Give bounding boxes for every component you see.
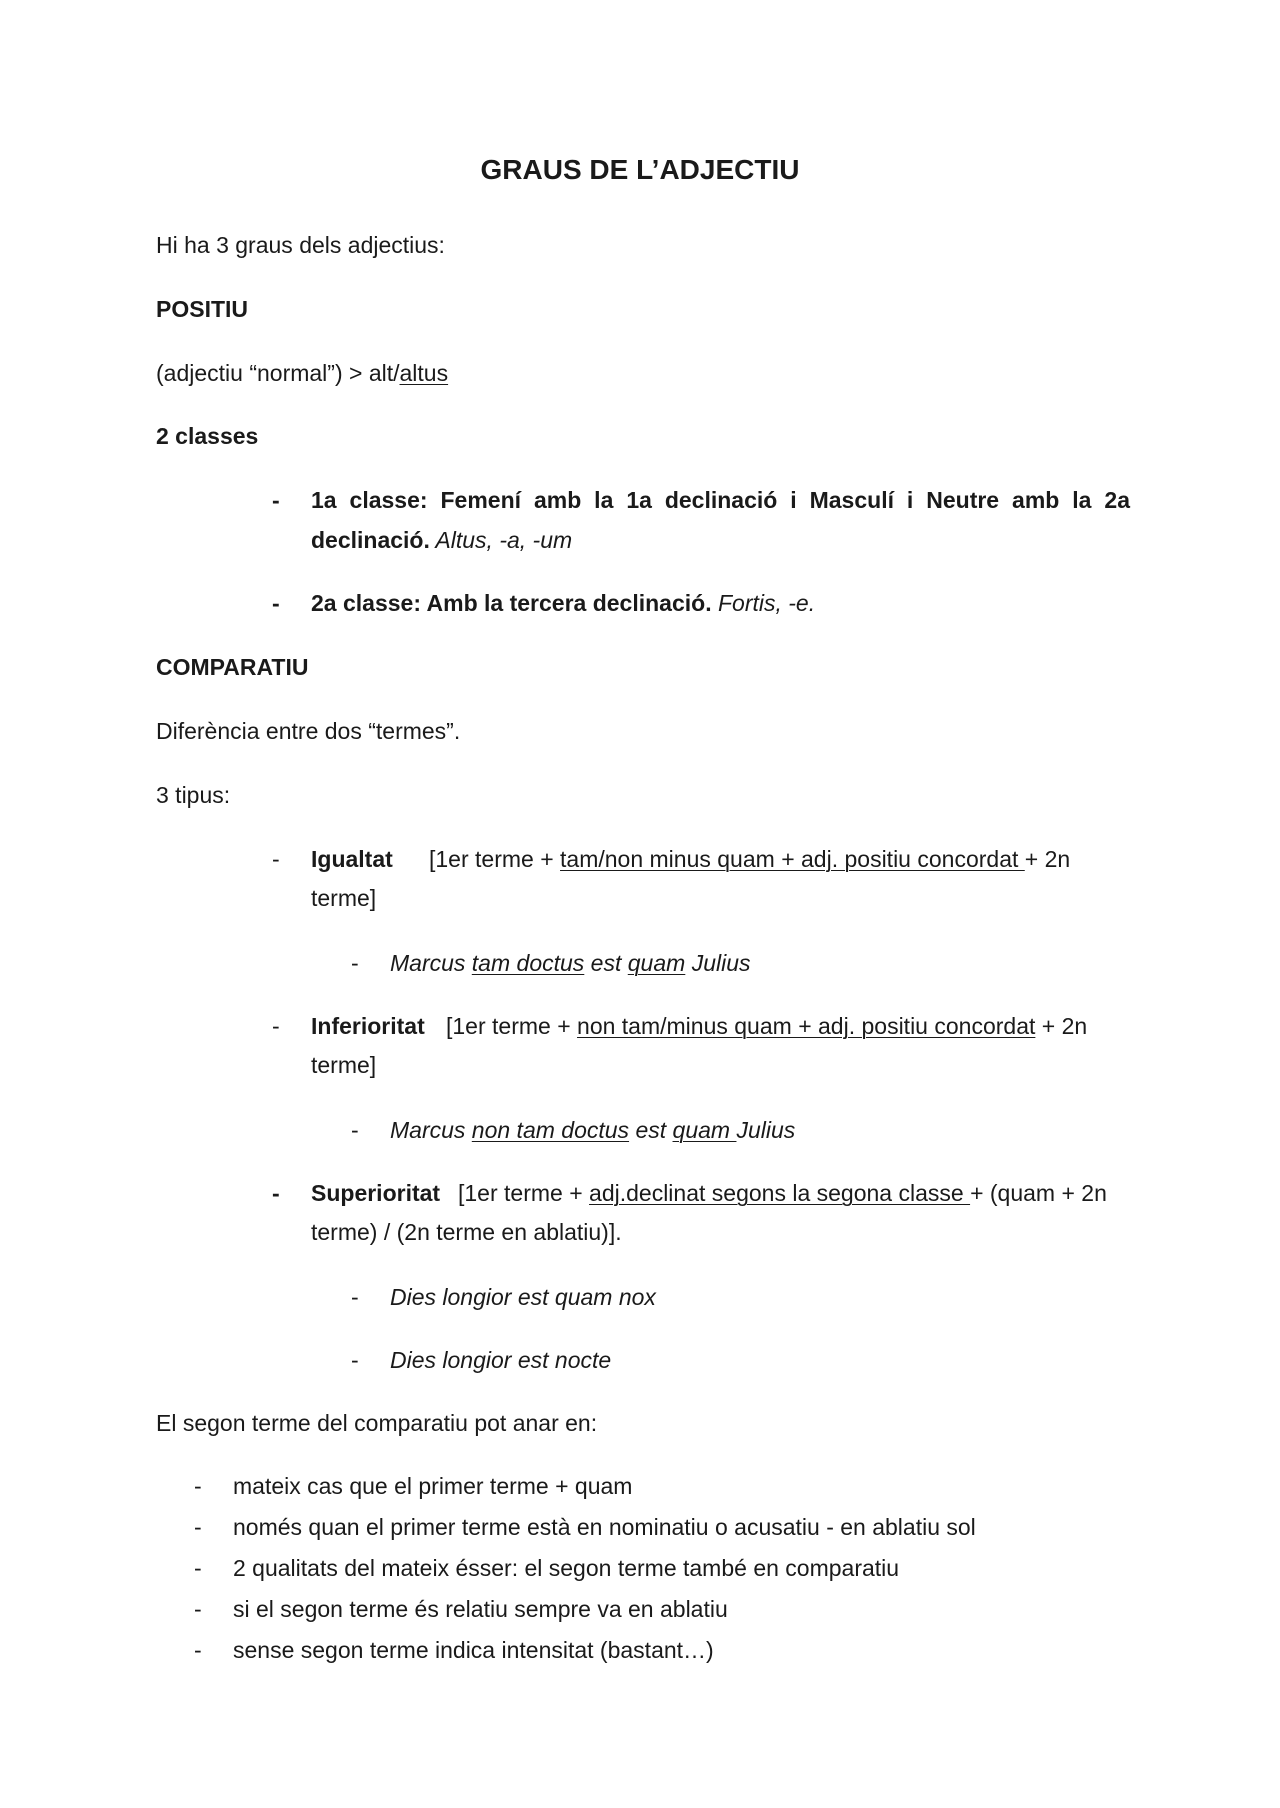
inferioritat-ex-subject: Marcus: [390, 1117, 472, 1143]
igualtat-name: Igualtat: [311, 846, 393, 872]
superioritat-name: Superioritat: [311, 1180, 441, 1206]
inferioritat-rule-start: [1er terme +: [446, 1013, 578, 1039]
igualtat-ex-object: Julius: [685, 950, 751, 976]
classes-label: 2 classes: [156, 423, 259, 449]
inferioritat-ex-object: Julius: [736, 1117, 796, 1143]
igualtat-dash: -: [272, 846, 280, 872]
igualtat-example-dash: -: [351, 950, 359, 976]
igualtat-rule-line2: terme]: [311, 885, 377, 911]
inferioritat-ex-quam: quam: [672, 1117, 737, 1143]
superioritat-rule-line1: [311, 1182, 1130, 1205]
igualtat-ex-subject: Marcus: [390, 950, 472, 976]
second-term-item: sense segon terme indica intensitat (bastant…): [233, 1637, 714, 1663]
superioritat-example1: Dies longior est quam nox: [390, 1284, 656, 1310]
class1-text-end: declinació.: [311, 527, 430, 553]
positiu-definition-text: (adjectiu “normal”) > alt/: [156, 360, 400, 386]
intro-text: Hi ha 3 graus dels adjectius:: [156, 232, 445, 258]
second-term-dash-5: -: [194, 1637, 202, 1663]
igualtat-ex-adj: tam doctus: [471, 950, 585, 976]
second-term-intro: El segon terme del comparatiu pot anar en:: [156, 1410, 598, 1436]
superioritat-rule-line2: terme) / (2n terme en ablatiu)].: [311, 1219, 622, 1245]
inferioritat-rule: [446, 1015, 1087, 1038]
comparatiu-heading: COMPARATIU: [156, 654, 309, 680]
inferioritat-name: Inferioritat: [311, 1013, 425, 1039]
superioritat-rule-key: adj.declinat segons la segona classe: [589, 1180, 971, 1206]
superioritat-example2: Dies longior est nocte: [390, 1347, 612, 1373]
igualtat-rule-start: [1er terme +: [429, 846, 561, 872]
igualtat-ex-verb: est: [584, 950, 628, 976]
comparatiu-definition: Diferència entre dos “termes”.: [156, 718, 461, 744]
second-term-dash-2: -: [194, 1514, 202, 1540]
igualtat-ex-quam: quam: [627, 950, 686, 976]
class2-line: [311, 592, 815, 615]
igualtat-example: [390, 952, 751, 975]
second-term-item: si el segon terme és relatiu sempre va en ablatiu: [233, 1596, 728, 1622]
superioritat-example1-dash: -: [351, 1284, 359, 1310]
inferioritat-rule-end: + 2n: [1035, 1013, 1088, 1039]
class2-dash: -: [272, 590, 280, 616]
class1-line1: [311, 489, 1130, 512]
superioritat-rule: [458, 1182, 1107, 1205]
inferioritat-rule-key: non tam/minus quam + adj. positiu concordat: [577, 1013, 1036, 1039]
positiu-definition: [156, 362, 448, 385]
inferioritat-example: [390, 1119, 795, 1142]
superioritat-dash: -: [272, 1180, 280, 1206]
class2-example: Fortis, -e.: [711, 590, 816, 616]
igualtat-rule-end: + 2n: [1024, 846, 1071, 872]
positiu-heading: POSITIU: [156, 296, 249, 322]
superioritat-rule-start: [1er terme +: [458, 1180, 590, 1206]
inferioritat-ex-verb: est: [629, 1117, 673, 1143]
inferioritat-rule-line1: [311, 1015, 1130, 1038]
igualtat-rule-line1: [311, 848, 1130, 871]
inferioritat-ex-adj: non tam doctus: [471, 1117, 630, 1143]
second-term-dash-1: -: [194, 1473, 202, 1499]
tipus-label: 3 tipus:: [156, 782, 231, 808]
second-term-item: mateix cas que el primer terme + quam: [233, 1473, 633, 1499]
second-term-item: 2 qualitats del mateix ésser: el segon terme també en comparatiu: [233, 1555, 900, 1581]
igualtat-rule: [429, 848, 1070, 871]
inferioritat-example-dash: -: [351, 1117, 359, 1143]
positiu-example-word: altus: [399, 360, 449, 386]
class1-text: 1a classe: Femení amb la 1a declinació i Masculí i Neutre amb la 2a: [311, 487, 1130, 513]
inferioritat-rule-line2: terme]: [311, 1052, 377, 1078]
superioritat-example2-dash: -: [351, 1347, 359, 1373]
second-term-dash-3: -: [194, 1555, 202, 1581]
page-title: GRAUS DE L’ADJECTIU: [480, 154, 800, 185]
second-term-item: només quan el primer terme està en nominatiu o acusatiu - en ablatiu sol: [233, 1514, 976, 1540]
igualtat-rule-key: tam/non minus quam + adj. positiu concordat: [560, 846, 1025, 872]
superioritat-rule-end: + (quam + 2n: [970, 1180, 1107, 1206]
class1-line2: [311, 529, 572, 552]
class1-dash: -: [272, 487, 280, 513]
inferioritat-dash: -: [272, 1013, 280, 1039]
class1-example: Altus, -a, -um: [429, 527, 573, 553]
class2-text: 2a classe: Amb la tercera declinació.: [311, 590, 712, 616]
second-term-dash-4: -: [194, 1596, 202, 1622]
